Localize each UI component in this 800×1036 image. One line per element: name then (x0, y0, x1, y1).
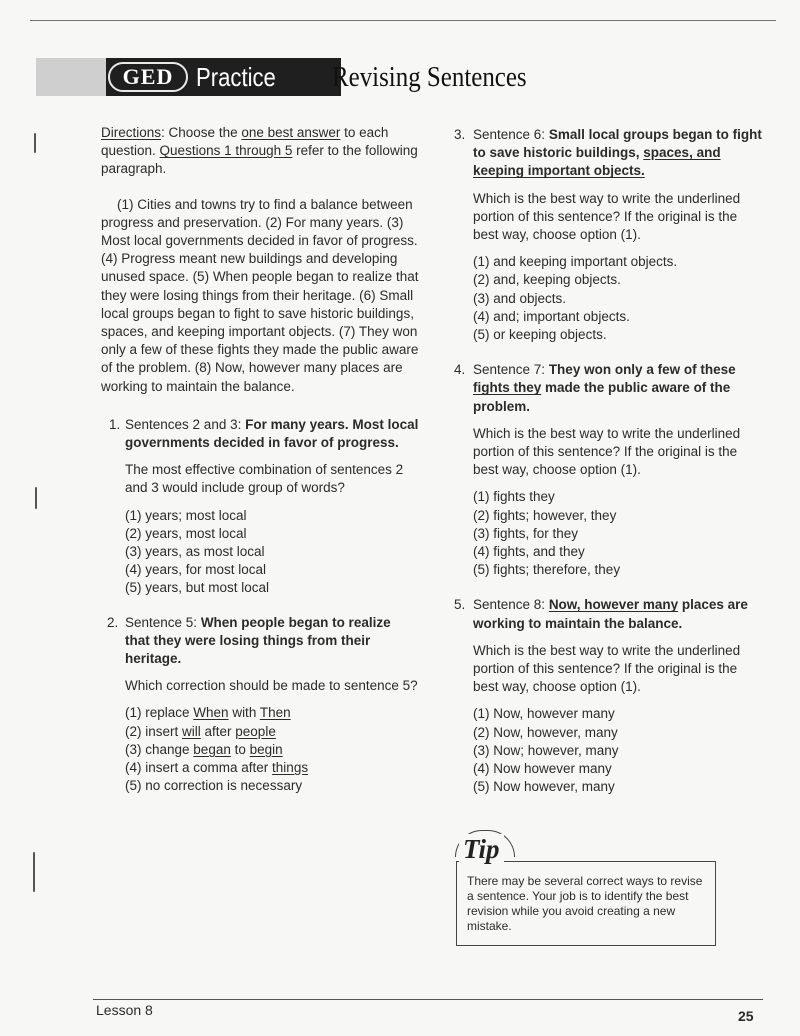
section-label: Practice (196, 62, 276, 92)
answer-options (473, 705, 766, 796)
directions-text: to each question. (101, 125, 389, 159)
tip-box (456, 861, 716, 946)
answer-option[interactable]: (2) and, keeping objects. (473, 272, 621, 288)
lesson-label: Lesson 8 (96, 1002, 153, 1018)
question-4 (454, 361, 766, 579)
directions-label: Directions (101, 125, 162, 140)
answer-option[interactable]: (2) Now, however, many (473, 724, 618, 740)
answer-option[interactable]: (1) years; most local (125, 507, 247, 523)
ged-logo: GED (108, 62, 188, 92)
question-lead: Sentence 6: (473, 127, 549, 142)
answer-option[interactable]: (5) years, but most local (125, 580, 270, 596)
question-lead: Sentences 2 and 3: (125, 416, 246, 432)
underlined-portion: spaces, and keeping important objects. (473, 145, 721, 179)
answer-option[interactable]: (5) no correction is necessary (125, 778, 303, 794)
scan-mark (35, 487, 37, 509)
directions-text: : Choose the (161, 125, 242, 140)
scan-mark (33, 852, 35, 892)
question-number: 1. (109, 416, 121, 432)
directions-text: refer to the following paragraph. (101, 143, 418, 177)
answer-options (125, 704, 419, 795)
answer-option[interactable]: (3) fights, for they (473, 525, 579, 541)
directions (101, 124, 419, 179)
answer-option[interactable]: (1) fights they (473, 489, 555, 505)
answer-option[interactable]: (4) Now however many (473, 761, 612, 777)
answer-option[interactable]: (3) change began to begin (125, 741, 283, 757)
answer-option[interactable]: (2) years, most local (125, 525, 247, 541)
question-prompt: Which correction should be made to sentence 5? (125, 678, 418, 694)
question-prompt: Which is the best way to write the underlined portion of this sentence? If the original is the best way, choose option (1). (473, 190, 741, 243)
answer-option[interactable]: (4) fights, and they (473, 544, 585, 560)
question-lead: Sentence 5: (125, 614, 201, 630)
answer-options (473, 488, 766, 579)
question-5 (454, 596, 766, 796)
footer-rule (93, 999, 763, 1000)
top-rule (30, 20, 776, 21)
answer-option[interactable]: (2) insert will after people (125, 723, 276, 739)
answer-option[interactable]: (4) and; important objects. (473, 308, 630, 324)
page-number: 25 (738, 1008, 754, 1024)
page-header (36, 58, 766, 96)
question-number: 5. (454, 597, 466, 613)
answer-option[interactable]: (1) Now, however many (473, 706, 615, 722)
answer-option[interactable]: (5) Now however, many (473, 779, 615, 795)
answer-option[interactable]: (5) or keeping objects. (473, 327, 607, 343)
tip-label: Tip (459, 834, 504, 864)
tip-text: There may be several correct ways to revise a sentence. Your job is to identify the best revision while you avoid creating a new mistake. (467, 874, 703, 933)
underlined-portion: Now, however many (548, 597, 679, 613)
passage-paragraph: (1) Cities and towns try to find a balance between progress and preservation. (2) For many years. (3) Most local governments decided in favor of progress. (4) Progress meant new buildings and developing unused space. (5) When people began to realize that they were losing things from their heritage. (6) Small local groups began to fight to save historic buildings, spaces, and keeping important objects. (7) They won only a few of these fights they made the public aware of the problem. (8) Now, however many places are working to maintain the balance. (101, 196, 419, 394)
answer-option[interactable]: (5) fights; therefore, they (473, 562, 621, 578)
one-best-answer: one best answer (241, 125, 341, 140)
answer-option[interactable]: (1) and keeping important objects. (473, 254, 678, 270)
answer-option[interactable]: (3) years, as most local (125, 544, 265, 560)
question-excerpt: They won only a few of these (548, 362, 736, 378)
question-1 (101, 416, 419, 598)
answer-options (125, 507, 419, 598)
question-excerpt: places are working to maintain the balance. (473, 597, 748, 631)
question-excerpt: For many years. Most local governments decided in favor of progress. (125, 416, 419, 451)
answer-option[interactable]: (1) replace When with Then (125, 705, 291, 721)
question-number: 3. (454, 127, 466, 142)
answer-option[interactable]: (3) and objects. (473, 290, 567, 306)
answer-options (473, 253, 766, 344)
question-prompt: The most effective combination of sentences 2 and 3 would include group of words? (125, 462, 404, 496)
question-excerpt: When people began to realize that they were losing things from their heritage. (125, 614, 391, 667)
left-column (101, 124, 419, 796)
question-2 (101, 614, 419, 796)
question-3 (454, 126, 766, 344)
right-column (454, 126, 766, 797)
page-title: Revising Sentences (332, 61, 527, 93)
question-prompt: Which is the best way to write the underlined portion of this sentence? If the original is the best way, choose option (1). (473, 425, 741, 478)
question-lead: Sentence 8: (473, 597, 549, 613)
scan-mark (34, 133, 36, 153)
answer-option[interactable]: (4) years, for most local (125, 562, 267, 578)
question-excerpt: Small local groups began to fight to save historic buildings, (473, 127, 762, 161)
question-prompt: Which is the best way to write the underlined portion of this sentence? If the original is the best way, choose option (1). (473, 642, 741, 695)
answer-option[interactable]: (3) Now; however, many (473, 742, 619, 758)
underlined-portion: fights they (473, 380, 542, 396)
answer-option[interactable]: (4) insert a comma after things (125, 760, 309, 776)
question-lead: Sentence 7: (473, 362, 549, 378)
question-number: 2. (107, 614, 119, 630)
question-number: 4. (454, 362, 466, 378)
answer-option[interactable]: (2) fights; however, they (473, 507, 617, 523)
questions-reference: Questions 1 through 5 (159, 143, 293, 159)
question-excerpt: made the public aware of the problem. (473, 380, 731, 414)
